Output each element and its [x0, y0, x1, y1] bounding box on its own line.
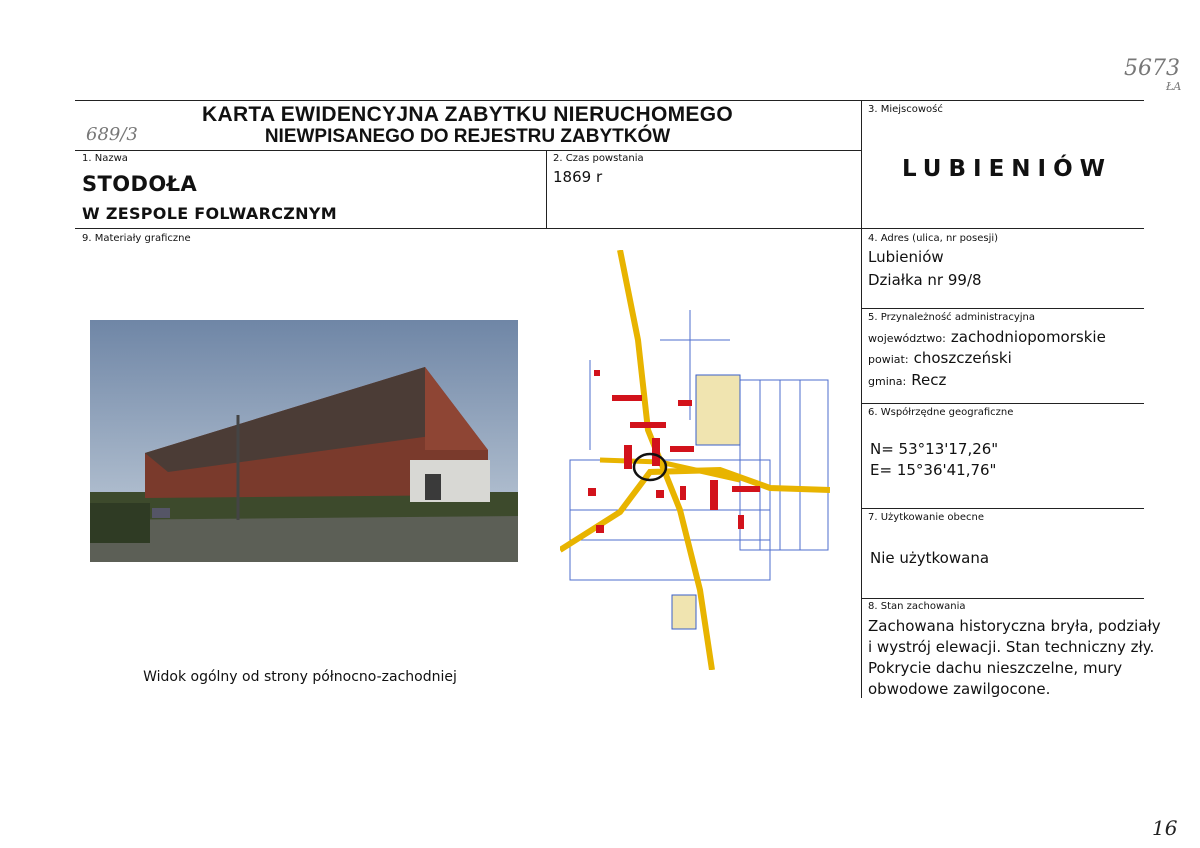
address-line-1: Lubieniów [868, 248, 944, 266]
condition-text [868, 616, 1161, 700]
voivodeship-row [868, 327, 1106, 347]
voivodeship-value: zachodniopomorskie [950, 328, 1106, 346]
commune-value: Recz [911, 371, 947, 389]
archive-initials: ŁA [1166, 80, 1182, 93]
date-left-border [546, 150, 547, 228]
usage-divider [861, 598, 1144, 599]
date-label: 2. Czas powstania [553, 153, 644, 164]
locality-label: 3. Miejscowość [868, 104, 943, 115]
graphics-label: 9. Materiały graficzne [82, 233, 191, 244]
name-label: 1. Nazwa [82, 153, 128, 164]
page-number: 16 [1152, 816, 1178, 840]
coords-label: 6. Współrzędne geograficzne [868, 407, 1014, 418]
barn-photo [90, 320, 518, 562]
right-column-border [861, 100, 862, 698]
address-divider [861, 308, 1144, 309]
top-rule [75, 100, 1144, 101]
condition-line: Pokrycie dachu nieszczelne, mury [868, 659, 1123, 677]
condition-line: obwodowe zawilgocone. [868, 680, 1051, 698]
voivodeship-label: województwo: [868, 332, 946, 345]
coords-divider [861, 508, 1144, 509]
card-subtitle: NIEWPISANEGO DO REJESTRU ZABYTKÓW [264, 126, 671, 147]
admin-label: 5. Przynależność administracyjna [868, 312, 1035, 323]
county-value: choszczeński [913, 349, 1012, 367]
condition-label: 8. Stan zachowania [868, 601, 966, 612]
archive-number: 5673 [1124, 56, 1180, 81]
admin-divider [861, 403, 1144, 404]
name-section-divider [75, 228, 1144, 229]
county-label: powiat: [868, 353, 909, 366]
coord-north: N= 53°13'17,26" [870, 440, 999, 458]
condition-line: Zachowana historyczna bryła, podziały [868, 617, 1161, 635]
address-line-2: Działka nr 99/8 [868, 271, 982, 289]
coord-east: E= 15°36'41,76" [870, 461, 997, 479]
address-label: 4. Adres (ulica, nr posesji) [868, 233, 999, 244]
card-title: KARTA EWIDENCYJNA ZABYTKU NIERUCHOMEGO [202, 103, 733, 126]
photo-caption: Widok ogólny od strony północno-zachodniej [143, 669, 457, 685]
commune-label: gmina: [868, 375, 907, 388]
usage-label: 7. Użytkowanie obecne [868, 512, 985, 523]
usage-value: Nie użytkowana [870, 549, 990, 567]
commune-row [868, 370, 946, 390]
construction-date: 1869 r [553, 168, 603, 186]
location-map [560, 250, 830, 670]
county-row [868, 348, 1012, 368]
header-divider [75, 150, 862, 151]
condition-line: i wystrój elewacji. Stan techniczny zły. [868, 638, 1155, 656]
locality-value: LUBIENIÓW [901, 156, 1113, 182]
monument-name: STODOŁA [82, 172, 198, 196]
monument-name-detail: W ZESPOLE FOLWARCZNYM [82, 204, 337, 223]
registry-number: 689/3 [86, 124, 138, 145]
